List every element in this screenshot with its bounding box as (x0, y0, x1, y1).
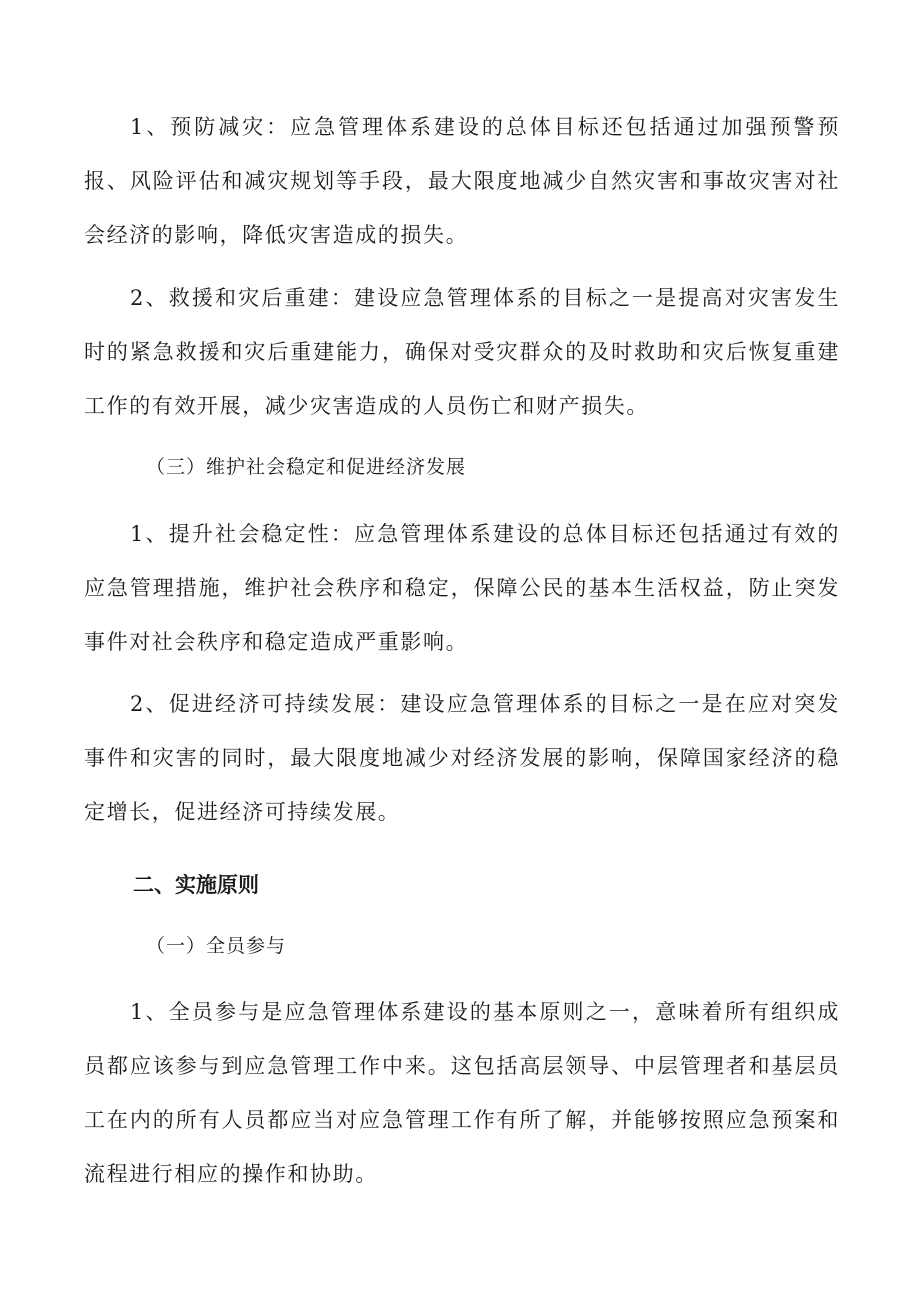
paragraph-rescue-reconstruction: 2、救援和灾后重建：建设应急管理体系的目标之一是提高对灾害发生时的紧急救援和灾后重建能力，确保对受灾群众的及时救助和灾后恢复重建工作的有效开展，减少灾害造成的人员伤亡和财产损失。 (84, 286, 840, 418)
subheading-full-participation: （一）全员参与 (146, 935, 287, 957)
paragraph-social-stability: 1、提升社会稳定性：应急管理体系建设的总体目标还包括通过有效的应急管理措施，维护社会秩序和稳定，保障公民的基本生活权益，防止突发事件对社会秩序和稳定造成严重影响。 (84, 522, 840, 654)
subheading-social-stability: （三）维护社会稳定和促进经济发展 (146, 456, 467, 478)
section-heading-principles: 二、实施原则 (133, 873, 259, 897)
paragraph-economic-development: 2、促进经济可持续发展：建设应急管理体系的目标之一是在应对突发事件和灾害的同时，最大限度地减少对经济发展的影响，保障国家经济的稳定增长，促进经济可持续发展。 (84, 692, 840, 824)
paragraph-full-participation: 1、全员参与是应急管理体系建设的基本原则之一，意味着所有组织成员都应该参与到应急管理工作中来。这包括高层领导、中层管理者和基层员工在内的所有人员都应当对应急管理工作有所了解，并能够按照应急预案和流程进行相应的操作和协助。 (84, 1000, 840, 1186)
paragraph-disaster-prevention: 1、预防减灾：应急管理体系建设的总体目标还包括通过加强预警预报、风险评估和减灾规划等手段，最大限度地减少自然灾害和事故灾害对社会经济的影响，降低灾害造成的损失。 (84, 115, 840, 247)
